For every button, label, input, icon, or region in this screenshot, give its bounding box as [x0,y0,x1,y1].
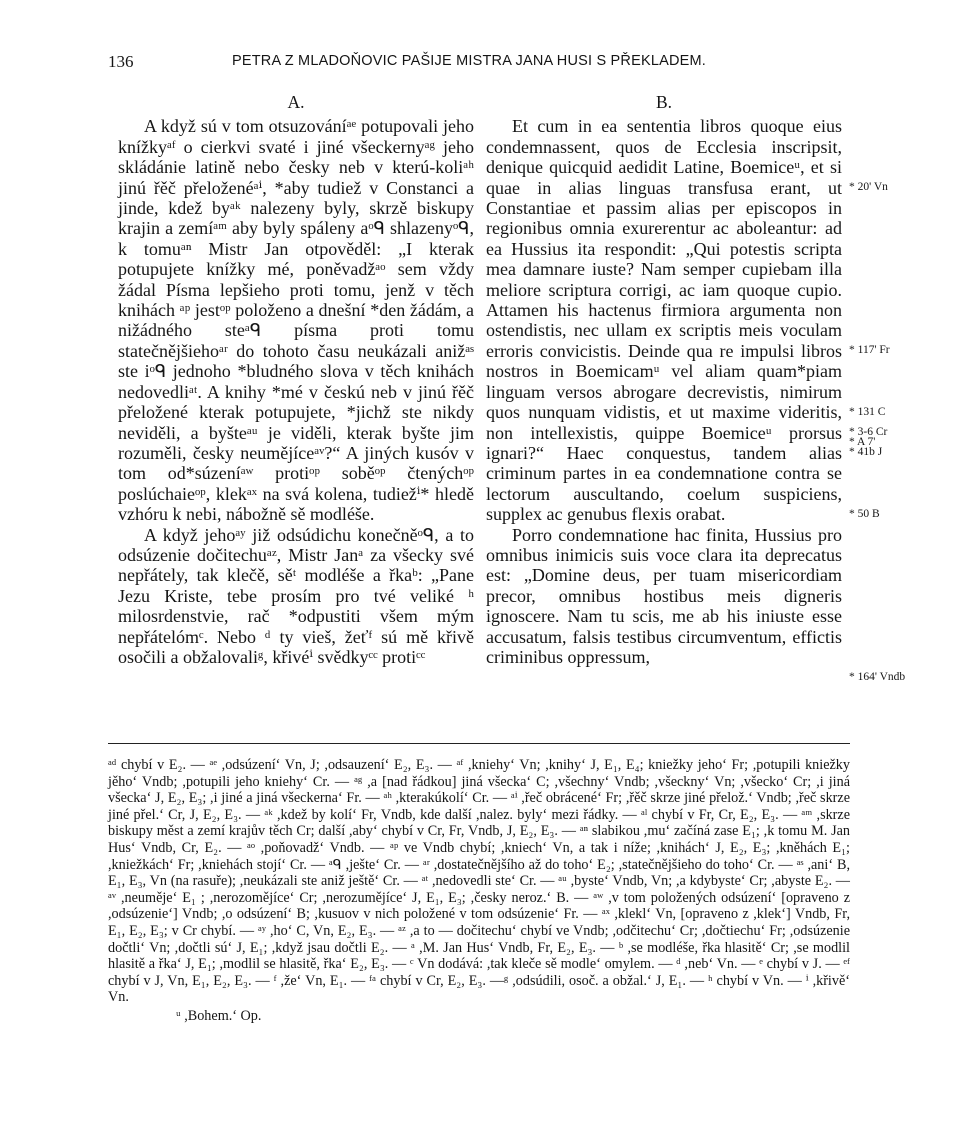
column-b-paragraph: Porro condemnatione hac finita, Hussius pro omnibus inimicis suis voce clara ita deprecatus est: „Domine deus, per tuam misericordiam precor, omnibus hostibus meis digneris ignoscere. Nam tu scis, me ab his iniuste esse accusatum, falsis testibus circumventum, effictis criminibus oppressum, [486,524,842,667]
margin-note: * 20' Vn [849,181,888,194]
margin-note: * 117' Fr [849,344,890,357]
column-b-paragraph: Et cum in ea sententia libros quoque eius condemnassent, quos de Ecclesia inscripsit, denique quicquid aedidit Latine, Boemiceᵘ, et si quae in alias linguas transfusa erant, ut Constantiae et passim alias per episcopos in regionibus omnia exurerentur ac aboleantur: ad ea Hussius ita respondit: „Qui potestis scripta mea damnare iuste? Nam semper cupiebam illa meliore scriptura corrigi, ac iam quoque cupio. Attamen his hactenus firmiora argumenta non ostendistis, nec ullam ex scriptis meis voculam erroris convicistis. Deinde qua re impulsi libros nostros in Boemicamᵘ vel aliam quam*piam linguam versos abrogare decrevistis, nimirum quos nunquam vidistis, et ut maxime videritis, non intellexistis, quippe Boemiceᵘ prorsus ignari?“ Haec conquestus, tandem alias criminum partes in ea condemnatione contra se lectorum auscultando, coelum suspiciens, supplex ac genubus flexis orabat. [486,116,842,525]
column-b-latin-text [486,92,842,667]
critical-apparatus [108,757,850,1025]
page-number: 136 [108,52,134,71]
footnote-block: ᵃᵈ chybí v E₂. — ᵃᵉ ,odsúzení‘ Vn, J; ,odsauzení‘ E₂, E₃. — ᵃᶠ ,kniehy‘ Vn; ,knihy‘ J, E₁, E₄; kniežky jeho‘ Fr; ,potupili kniežky jěho‘ Vndb; ,potupili jeho kniehy‘ Cr. — ᵃᵍ ,a [nad řádkou] jiná všecka‘ C; ,všechny‘ Vndb; ,všeckny‘ Vn; ,všecko‘ Cr; ,i jiná všecka‘ J, E₂, E₃; ,i jiné a jiná všeckerna‘ Fr. — ᵃʰ ,kterakúkolí‘ Cr. — ᵃⁱ ,řeč obrácené‘ Fr; ,řěč skrze jiné přelož.‘ Vndb; ,řeč skrze jiné přel.‘ Cr, J, E₂, E₃. — ᵃᵏ ,kdež by kolí‘ Fr, Vndb, kde další ,nalez. byly‘ mezi řádky. — ᵃˡ chybí v Fr, Cr, E₂, E₃. — ᵃᵐ ,skrze biskupy měst a zemí krajův těch Cr; další ,aby‘ chybí v Cr, Fr, Vndb, J, E₂, E₃. — ᵃⁿ slabikou ,mu‘ začíná zase E₁; ,k tomu M. Jan Hus‘ Vndb, Cr, E₂. — ᵃᵒ ,poňovadž‘ Vndb. — ᵃᵖ ve Vndb chybí; ,kniech‘ Vn, a tak i níže; ,knihách‘ J, E₂, E₃; ,kněhách E₁; ,kniežkách‘ Fr; ,kniehách stojí‘ Cr. — ᵃᑫ ,ješte‘ Cr. — ᵃʳ ,dostatečnějšího až do toho‘ E₂; ,statečnějšieho do toho‘ Cr. — ᵃˢ ,ani‘ B, E₁, E₃, Vn (na rasuře); ,neukázali ste aniž ještě‘ Cr. — ᵃᵗ ,nedovedli ste‘ Cr. — ᵃᵘ ,byste‘ Vndb, Vn; ,a kdybyste‘ Cr; ,abyste E₂. — ᵃᵛ ,neuměje‘ E₁ ; ,nerozomějíce‘ Cr; ,nerozumějíce‘ J, E₁, E₃; ,česky neroz.‘ B. — ᵃʷ ,v tom položených odsúzení‘ [opraveno z ,odsúzenie‘] Vndb; ,o odsúzení‘ B; ,kusuov v nich položené v tom odsúzenie‘ Fr. — ᵃˣ ,klekl‘ Vn, [opraveno z ,klek‘] Vndb, Fr, E₁, E₂, E₃; v Cr chybí. — ᵃʸ ,ho‘ C, Vn, E₂, E₃. — ᵃᶻ ,a to — dočitechu‘ chybí ve Vndb; ,odčitechu‘ Cr; ,dočtiechu‘ Fr; ,odsúzenie dočtli‘ Vn; ,dočtli sú‘ J, E₁; ,když jsau dočtli E₂. — ᵃ ,M. Jan Hus‘ Vndb, Fr, E₂, E₃. — ᵇ ,se modléše, řka hlasitě‘ Cr; ,se modlil hlasitě a řka‘ J, E₁; ,modlil se hlasitě, řka‘ E₂, E₃. — ᶜ Vn dodává: ,tak kleče sě modle‘ omylem. — ᵈ ,neb‘ Vn. — ᵉ chybí v J. — ᵉᶠ chybí v J, Vn, E₁, E₂, E₃. — ᶠ ,že‘ Vn, E₁. — ᶠᵃ chybí v Cr, E₂, E₃. —ᵍ ,odsúdili, osoč. a obžal.‘ J, E₁. — ʰ chybí v Vn. — ⁱ ,křivě‘ Vn. [108,757,850,1006]
column-a-czech-text [118,92,474,667]
margin-notes [849,92,949,732]
column-a-heading: A. [287,92,305,112]
margin-note: * 41b J [849,446,883,459]
margin-note: * 3-6 Cr [849,426,888,438]
column-a-paragraph: A když jehoᵃʸ již odsúdichu konečněᵒᑫ, a to odsúzenie dočitechuᵃᶻ, Mistr Janᵃ za všecky své nepřátely, tak klečě, sěᵗ modléše a řkaᵇ: „Pane Jezu Kriste, tebe prosím pro tvé veliké ʰ milosrdenstvie, rač *odpustiti všem mým nepřátelómᶜ. Nebo ᵈ ty vieš, žeťᶠ sú mě křivě osočili a obžalovaliᵍ, křivéⁱ svědkyᶜᶜ protiᶜᶜ [118,524,474,667]
column-a-paragraph: A když sú v tom otsuzováníᵃᵉ potupovali jeho knížkyᵃᶠ o cierkvi svaté i jiné všeckernyᵃᵍ jeho skládánie latině nebo česky neb v kterú-koliᵃʰ jinú řěč přeloženéᵃⁱ, *aby tudiež v Constanci a jinde, kdež byᵃᵏ nalezeny byly, skrzě biskupy krajin a zemíᵃᵐ aby byly spáleny aᵒᑫ shlazenyᵒᑫ, k tomuᵃⁿ Mistr Jan otpověděl: „I kterak potupujete knížky mé, poněvadžᵃᵒ sem vždy žádal Písma lepšieho proti tomu, jenž v těch knihách ᵃᵖ jestᵒᵖ položeno a dnešní *den žádám, a nižádného steᵃᑫ písma proti tomu statečnějšiehoᵃʳ do tohoto času neukázali anižᵃˢ ste iᵒᑫ jednoho *bludného slova v těch knihách nedovedliᵃᵗ. A knihy *mé v českú neb v jinú řěč přeložené kterak potupujete, *jichž ste nikdy neviděli, a byšteᵃᵘ je viděli, kterak byšte jim rozuměli, česky neumějíceᵃᵛ?“ A jiných kusóv v tom od*súzeníᵃʷ protiᵒᵖ soběᵒᵖ čtenýchᵒᵖ poslúchaieᵒᵖ, klekᵃˣ na svá kolena, tudiežⁱ* hledě vzhóru k nebi, nábožně sě modléše. [118,116,474,525]
footnote-line: ᵘ ,Bohem.‘ Op. [176,1007,262,1024]
margin-note: * A 7' [849,436,876,449]
running-title: PETRA Z MLADOŇOVIC PAŠIJE MISTRA JANA HUSI S PŘEKLADEM. [232,53,707,69]
page-header [108,50,848,74]
margin-note: * 131 C [849,405,886,418]
margin-note: * 164' Vndb [849,670,906,683]
margin-note: * 50 B [849,507,880,520]
footnote-divider [108,743,850,744]
column-b-heading: B. [655,92,673,112]
